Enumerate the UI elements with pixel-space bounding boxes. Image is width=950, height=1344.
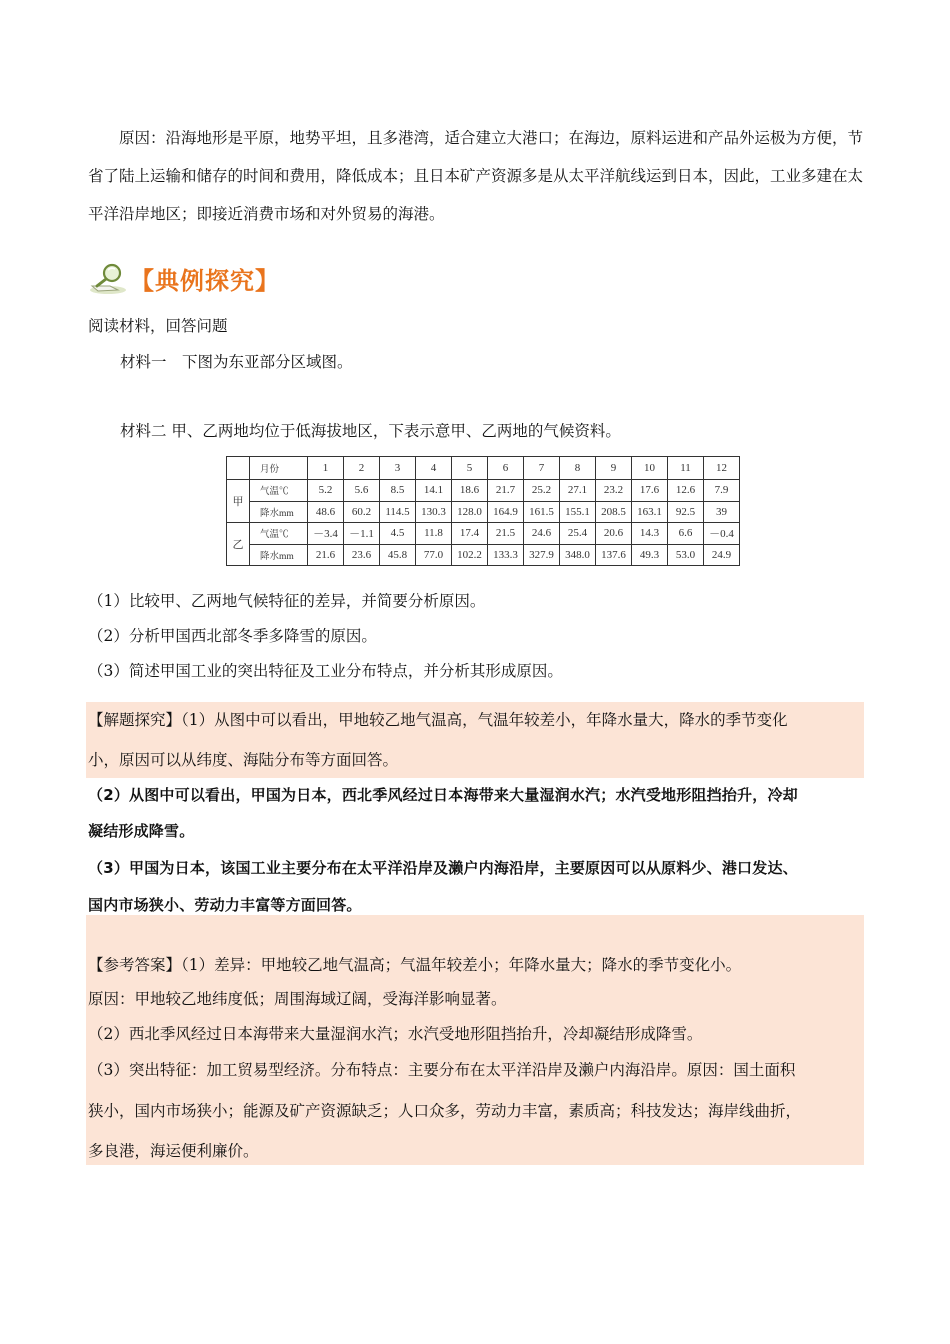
value-cell: 25.2	[524, 480, 560, 502]
value-cell: 137.6	[596, 544, 632, 566]
question-1: （1）比较甲、乙两地气候特征的差异，并简要分析原因。	[88, 592, 486, 610]
value-cell: 21.7	[488, 480, 524, 502]
row-label-cell: 降水mm	[250, 544, 308, 566]
value-cell: 45.8	[380, 544, 416, 566]
month-cell: 8	[560, 457, 596, 480]
value-cell: 102.2	[452, 544, 488, 566]
value-cell: 39	[704, 501, 740, 523]
answer-line-6: 多良港，海运便利廉价。	[88, 1142, 259, 1160]
analysis-line-4: 凝结形成降雪。	[88, 822, 195, 840]
value-cell: －0.4	[704, 523, 740, 545]
question-2: （2）分析甲国西北部冬季多降雪的原因。	[88, 627, 377, 645]
table-row	[227, 501, 740, 523]
answer-line-2: 原因：甲地较乙地纬度低；周围海域辽阔，受海洋影响显著。	[88, 990, 507, 1008]
value-cell: 130.3	[416, 501, 452, 523]
analysis-line-6: 国内市场狭小、劳动力丰富等方面回答。	[88, 896, 362, 914]
month-header-cell: 月份	[250, 457, 308, 480]
value-cell: 27.1	[560, 480, 596, 502]
table-corner-cell	[227, 457, 250, 480]
question-3: （3）简述甲国工业的突出特征及工业分布特点，并分析其形成原因。	[88, 662, 563, 680]
analysis-line-1: 【解题探究】（1）从图中可以看出，甲地较乙地气温高，气温年较差小，年降水量大，降水的季节变化	[88, 711, 788, 729]
month-cell: 9	[596, 457, 632, 480]
value-cell: 11.8	[416, 523, 452, 545]
value-cell: 5.2	[308, 480, 344, 502]
section-heading	[88, 256, 280, 300]
month-cell: 2	[344, 457, 380, 480]
month-cell: 11	[668, 457, 704, 480]
value-cell: 18.6	[452, 480, 488, 502]
month-cell: 1	[308, 457, 344, 480]
material-two-text: 材料二 甲、乙两地均位于低海拔地区，下表示意甲、乙两地的气候资料。	[120, 422, 621, 440]
table-row	[227, 544, 740, 566]
row-label-cell: 气温℃	[250, 480, 308, 502]
read-material-text: 阅读材料，回答问题	[88, 317, 228, 335]
value-cell: 17.6	[632, 480, 668, 502]
answer-line-5: 狭小，国内市场狭小；能源及矿产资源缺乏；人口众多，劳动力丰富，素质高；科技发达；海岸线曲折，	[88, 1102, 802, 1120]
intro-paragraph: 原因：沿海地形是平原，地势平坦，且多港湾，适合建立大港口；在海边，原料运进和产品外运极为方便，节省了陆上运输和储存的时间和费用，降低成本；且日本矿产资源多是从太平洋航线运到日本，因此，工业多建在太平洋沿岸地区；即接近消费市场和对外贸易的海港。	[88, 129, 864, 223]
value-cell: 327.9	[524, 544, 560, 566]
value-cell: 8.5	[380, 480, 416, 502]
row-label-cell: 气温℃	[250, 523, 308, 545]
value-cell: －3.4	[308, 523, 344, 545]
answer-line-3: （2）西北季风经过日本海带来大量湿润水汽；水汽受地形阻挡抬升，冷却凝结形成降雪。	[88, 1025, 703, 1043]
value-cell: 7.9	[704, 480, 740, 502]
month-cell: 4	[416, 457, 452, 480]
value-cell: 21.6	[308, 544, 344, 566]
analysis-line-2: 小，原因可以从纬度、海陆分布等方面回答。	[88, 751, 399, 769]
value-cell: 161.5	[524, 501, 560, 523]
value-cell: 60.2	[344, 501, 380, 523]
row-label-cell: 降水mm	[250, 501, 308, 523]
analysis-line-3: （2）从图中可以看出，甲国为日本，西北季风经过日本海带来大量湿润水汽；水汽受地形阻挡抬升，冷却	[88, 786, 798, 804]
value-cell: 92.5	[668, 501, 704, 523]
value-cell: 348.0	[560, 544, 596, 566]
value-cell: 133.3	[488, 544, 524, 566]
month-cell: 12	[704, 457, 740, 480]
analysis-line-5: （3）甲国为日本，该国工业主要分布在太平洋沿岸及濑户内海沿岸，主要原因可以从原料少、港口发达、	[88, 859, 798, 877]
value-cell: 14.1	[416, 480, 452, 502]
month-cell: 7	[524, 457, 560, 480]
place-cell: 甲	[227, 480, 250, 523]
section-title: 【典例探究】	[130, 266, 280, 295]
value-cell: －1.1	[344, 523, 380, 545]
month-cell: 3	[380, 457, 416, 480]
value-cell: 77.0	[416, 544, 452, 566]
value-cell: 4.5	[380, 523, 416, 545]
value-cell: 25.4	[560, 523, 596, 545]
value-cell: 20.6	[596, 523, 632, 545]
value-cell: 21.5	[488, 523, 524, 545]
analysis-bottom-band	[86, 915, 864, 937]
value-cell: 128.0	[452, 501, 488, 523]
month-cell: 10	[632, 457, 668, 480]
value-cell: 114.5	[380, 501, 416, 523]
value-cell: 24.6	[524, 523, 560, 545]
value-cell: 155.1	[560, 501, 596, 523]
place-cell: 乙	[227, 523, 250, 566]
value-cell: 208.5	[596, 501, 632, 523]
month-cell: 6	[488, 457, 524, 480]
material-one-text: 材料一 下图为东亚部分区域图。	[120, 353, 353, 371]
value-cell: 53.0	[668, 544, 704, 566]
value-cell: 48.6	[308, 501, 344, 523]
value-cell: 12.6	[668, 480, 704, 502]
value-cell: 17.4	[452, 523, 488, 545]
table-header-row	[227, 457, 740, 480]
value-cell: 14.3	[632, 523, 668, 545]
value-cell: 164.9	[488, 501, 524, 523]
climate-table	[226, 456, 740, 566]
month-cell: 5	[452, 457, 488, 480]
value-cell: 5.6	[344, 480, 380, 502]
value-cell: 49.3	[632, 544, 668, 566]
table-row	[227, 523, 740, 545]
value-cell: 6.6	[668, 523, 704, 545]
value-cell: 163.1	[632, 501, 668, 523]
answer-line-1: 【参考答案】（1）差异：甲地较乙地气温高；气温年较差小；年降水量大；降水的季节变化小。	[88, 956, 742, 974]
value-cell: 24.9	[704, 544, 740, 566]
value-cell: 23.6	[344, 544, 380, 566]
value-cell: 23.2	[596, 480, 632, 502]
table-row	[227, 480, 740, 502]
magnifier-icon	[88, 260, 128, 296]
answer-line-4: （3）突出特征：加工贸易型经济。分布特点：主要分布在太平洋沿岸及濑户内海沿岸。原因：国土面积	[88, 1061, 796, 1079]
